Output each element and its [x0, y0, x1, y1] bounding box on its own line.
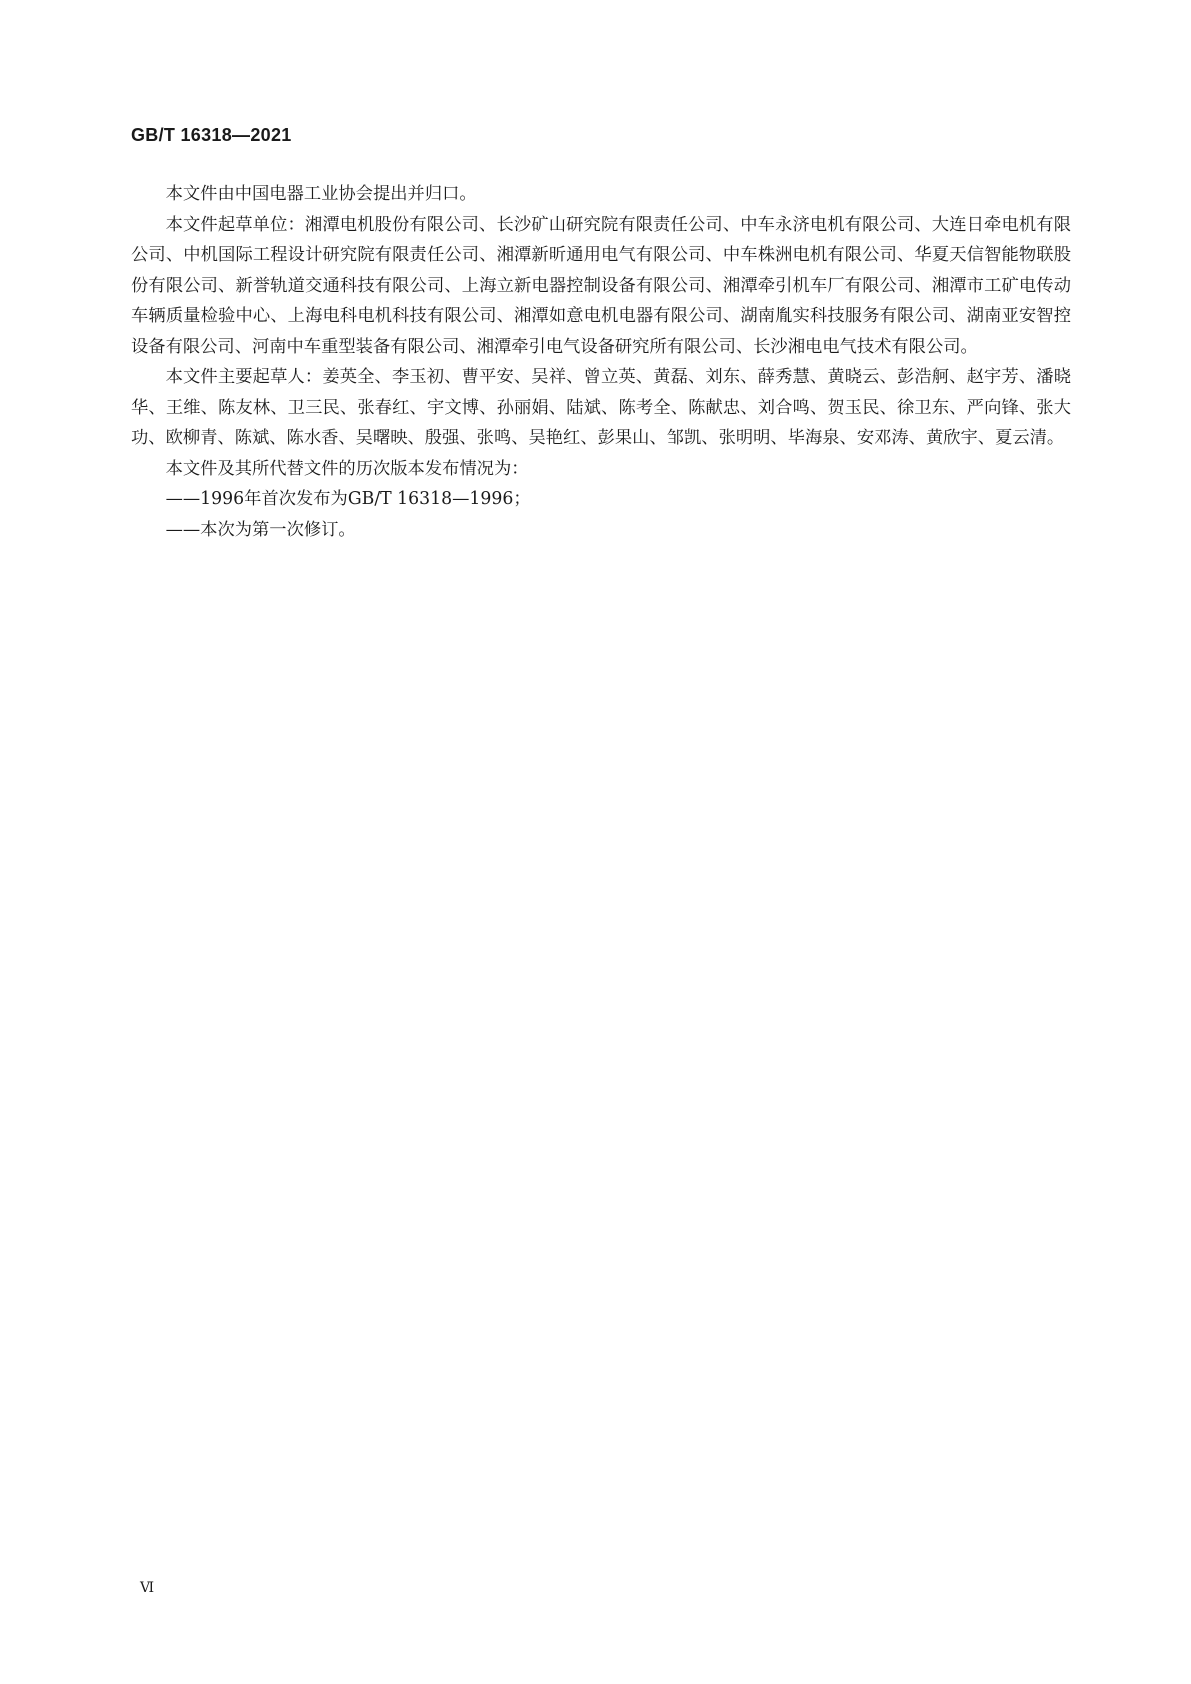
- paragraph-version-history-intro: 本文件及其所代替文件的历次版本发布情况为：: [165, 458, 529, 479]
- standard-code-header: GB/T 16318—2021: [131, 125, 292, 145]
- history-item-1996: ——1996年首次发布为GB/T 16318—1996；: [165, 489, 531, 509]
- document-body: [131, 179, 1071, 545]
- paragraph-responsible-org: 本文件由中国电器工业协会提出并归口。: [165, 184, 477, 204]
- history-item-revision: ——本次为第一次修订。: [165, 519, 356, 540]
- page-number: Ⅵ: [140, 1580, 155, 1596]
- paragraph-drafting-units: 本文件起草单位：湘潭电机股份有限公司、长沙矿山研究院有限责任公司、中车永济电机有限公司、大连日牵电机有限公司、中机国际工程设计研究院有限责任公司、湘潭新昕通用电气有限公司、中车株洲电机有限公司、华夏天信智能物联股份有限公司、新誉轨道交通科技有限公司、上海立新电器控制设备有限公司、湘潭牵引机车厂有限公司、湘潭市工矿电传动车辆质量检验中心、上海电科电机科技有限公司、湘潭如意电机电器有限公司、湖南胤实科技服务有限公司、湖南亚安智控设备有限公司、河南中车重型装备有限公司、湘潭牵引电气设备研究所有限公司、长沙湘电电气技术有限公司。: [131, 214, 1071, 357]
- paragraph-main-drafters: 本文件主要起草人：姜英全、李玉初、曹平安、吴祥、曾立英、黄磊、刘东、薛秀慧、黄晓云、彭浩舸、赵宇芳、潘晓华、王维、陈友林、卫三民、张春红、宇文博、孙丽娟、陆斌、陈考全、陈献忠、刘合鸣、贺玉民、徐卫东、严向锋、张大功、欧柳青、陈斌、陈水香、吴曙映、殷强、张鸣、吴艳红、彭果山、邹凯、张明明、毕海泉、安邓涛、黄欣宇、夏云清。: [131, 367, 1071, 448]
